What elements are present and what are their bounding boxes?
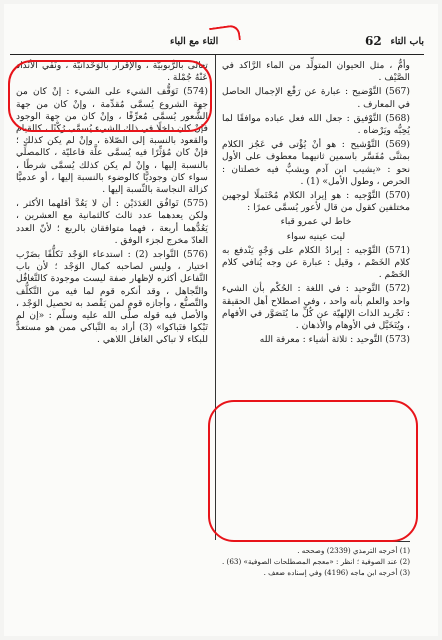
footnote-3: (3) أخرجه ابن ماجه (4196) وفي إسناده ضعف . — [263, 568, 410, 577]
page-number: 62 — [365, 34, 382, 48]
entry-574: (574) تَوَقُّف الشيء على الشيء : إنْ كان من جهة الشروع يُسمَّى مُقدِّمة ، وإنْ كان من جهة الشُّعور يُسمَّى مُعرِّفًا ، وإنْ كان من جهة الوجود فإنْ كان داخلًا في ذلك الشيء يُسمَّى رُكْنًا ، كالقيام والقعود بالنسبة إلى الصّلاة ، وإنْ لم يكن كذلك ؛ فإنْ كان مُؤثِّرًا فيه يُسمَّى علَّة فاعليّة ، كالمصلِّي بالنسبة إليها ، وإنْ لم يكن كذلك يُسمَّى شرطًا ، سواء كان وجوديًّا كالوضوء بالنسبة إليها ، أو عدميًّا كزالة النجاسة بالنِّسبة إليها . — [16, 86, 208, 196]
running-title: التاء مع الباء — [170, 36, 219, 47]
entry-568: (568) التَّوْفيق : جعل الله فعل عباده موافقًا لما يُحِبُّه ويَرْضاه . — [222, 112, 410, 137]
poem-line-1: خاط لي عمرو قباء — [280, 216, 352, 228]
entry-572: (572) التَّوحيد : في اللغة : الحُكْم بأن الشيء واحد والعلم بأنه واحد ، وفي اصطلاح أهل الحقيقة : تَجْريد الذات الإلهيّة عن كُلِّ ما يُتَصَوَّر في الأفهام ، ويُتَخَيَّل في الأوهام والأذهان . — [222, 283, 410, 332]
footnote-2: (2) عند الصوفية ؛ انظر : «معجم المصطلحات الصوفية» (63) . — [221, 557, 410, 566]
footnote-1: (1) أخرجه الترمذي (2339) وصححه . — [297, 546, 410, 555]
red-highlight-circle — [8, 60, 212, 132]
entry-570: (570) التَّوْجيه : هو إيراد الكلام مُحْتَملًا لوجهين مختلفين كقول من قال لأعور يُسمَّى عمرًا : — [222, 190, 410, 214]
entry-569: (569) التَّوْشيح : هو أنْ يُؤْتى في عَجُز الكلام بمثنَّى مُفَسَّر باسمين ثانيهما معطوف على الأول نحو : «يشيب ابن آدم ويشبُّ فيه خصلتان : الحرص ، وطول الأمل» (1) . — [222, 139, 410, 187]
right-column — [222, 60, 410, 348]
entry-571: (571) التَّوْجيه : إيرادُ الكلام على وَجْهٍ يَنْدفع به كلام الخَصْم ، وقيل : عبارة عن وجه يُنافي كلام الخَصْم . — [222, 244, 410, 281]
header-rule — [10, 54, 424, 55]
entry-573: (573) التَّوحيد : ثلاثة أشياء : معرفة الله — [259, 334, 410, 346]
paragraph: وأمُّ ، مثل الحيوان المتولِّد من الماء الرَّاكد في الصَّيْف . — [222, 60, 410, 84]
poem-line-2: ليت عينيه سواء — [286, 230, 346, 242]
entry-576: (576) التَّواجد (2) : استدعاء الوَجْد تَكلُّفًا بضَرْب اختيار ، وليس لصاحبه كمال الوَجْد ؛ لأن باب التَّفاعل أكثره لإظهار صفة ليست موجودة كالتَّغافُل والتَّجاهل ، وقد أنكره قوم لما فيه من التَّكلُّف والتَّصنُّع ، وأجازه قوم لمن يَقْصد به تحصيل الوَجْد ، والأصل فيه قوله صلَّى الله عليه وسلّم : «إن لم تَبْكوا فتَباكوا» (3) أراد به التَّباكي ممن هو مستعدٌّ للبكاء لا تباكي الغافل اللاهي . — [16, 249, 208, 346]
entry-567: (567) التَّوْضيح : عبارة عن رَفْع الإجمال الحاصل في المعارف . — [222, 86, 410, 110]
red-highlight-circle — [208, 400, 418, 542]
entry-575: (575) تَوافُق العَدَدَيْن : أن لا يَعُدَّ أقلهما الأكثر ، ولكن يعدهما عدد ثالث كالثمانية مع العشرين ، يَعُدُّهما أربعة ، فهما متوافقان بالربع ؛ لأنّ العدد العادّ مخرج لجزء الوفق . — [16, 198, 208, 246]
paragraph: تعالى بالرُّبوبيّة ، والإقرار بالوَحْدانيّة ، ونَفْي الأنْداد عَنْهُ جُمْلة . — [16, 60, 208, 84]
section-title: باب التاء — [390, 36, 424, 47]
